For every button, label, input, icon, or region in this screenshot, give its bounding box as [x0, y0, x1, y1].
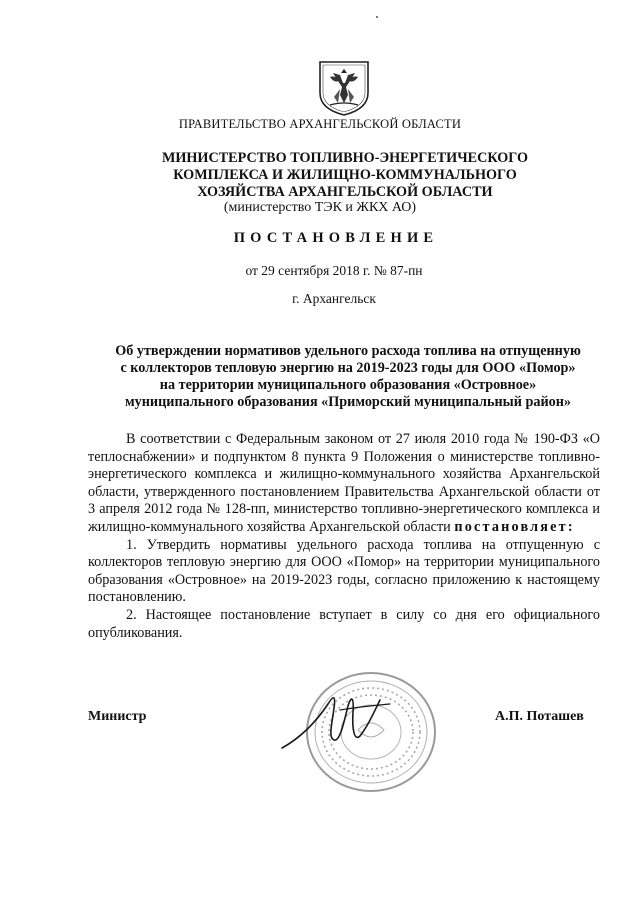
decree-word: постановляет: [454, 518, 575, 535]
signer-name: А.П. Поташев [495, 709, 584, 724]
decree-item-1: 1. Утвердить нормативы удельного расхода топлива на отпущенную с коллекторов тепловую энергию для ООО «Помор» на территории муниципального образования «Островное» на 2019-2023 годы, согласно приложению к настоящему постановлению. [88, 536, 600, 606]
preamble-paragraph [88, 431, 600, 537]
document-city: г. Архангельск [292, 291, 376, 306]
subject-line-3: на территории муниципального образования «Островное» [159, 377, 537, 393]
ministry-name [120, 150, 570, 201]
coat-of-arms-emblem [316, 59, 372, 117]
document-type: ПОСТАНОВЛЕНИЕ [233, 230, 439, 246]
document-date-number: от 29 сентября 2018 г. № 87-пн [245, 263, 423, 278]
ministry-short-name: (министерство ТЭК и ЖКХ АО) [223, 200, 417, 215]
ministry-name-line-1: МИНИСТЕРСТВО ТОПЛИВНО-ЭНЕРГЕТИЧЕСКОГО [161, 150, 529, 166]
subject-line-4: муниципального образования «Приморский муниципальный район» [125, 394, 571, 410]
decree-item-2: 2. Настоящее постановление вступает в силу со дня его официального опубликования. [88, 606, 600, 641]
government-name: ПРАВИТЕЛЬСТВО АРХАНГЕЛЬСКОЙ ОБЛАСТИ [178, 117, 462, 131]
scan-speck [376, 16, 378, 18]
document-body [88, 431, 600, 642]
preamble-text: В соответствии с Федеральным законом от 27 июля 2010 года № 190-ФЗ «О теплоснабжении» и подпунктом 8 пункта 9 Положения о министерстве топливно-энергетического комплекса и жилищно-коммунального хозяйства Архангельской области, утвержденного постановлением Правительства Архангельской области от 3 апреля 2012 года № 128-пп, министерство топливно-энергетического комплекса и жилищно-коммунального хозяйства Архангельской области [88, 431, 600, 535]
subject-line-1: Об утверждении нормативов удельного расхода топлива на отпущенную [115, 343, 581, 359]
subject-line-2: с коллекторов тепловую энергию на 2019-2023 годы для ООО «Помор» [120, 360, 576, 376]
document-subject [88, 343, 608, 411]
handwritten-signature [278, 682, 393, 757]
ministry-name-line-3: ХОЗЯЙСТВА АРХАНГЕЛЬСКОЙ ОБЛАСТИ [197, 184, 493, 200]
ministry-name-line-2: КОМПЛЕКСА И ЖИЛИЩНО-КОММУНАЛЬНОГО [173, 167, 517, 183]
signer-position: Министр [88, 709, 147, 724]
